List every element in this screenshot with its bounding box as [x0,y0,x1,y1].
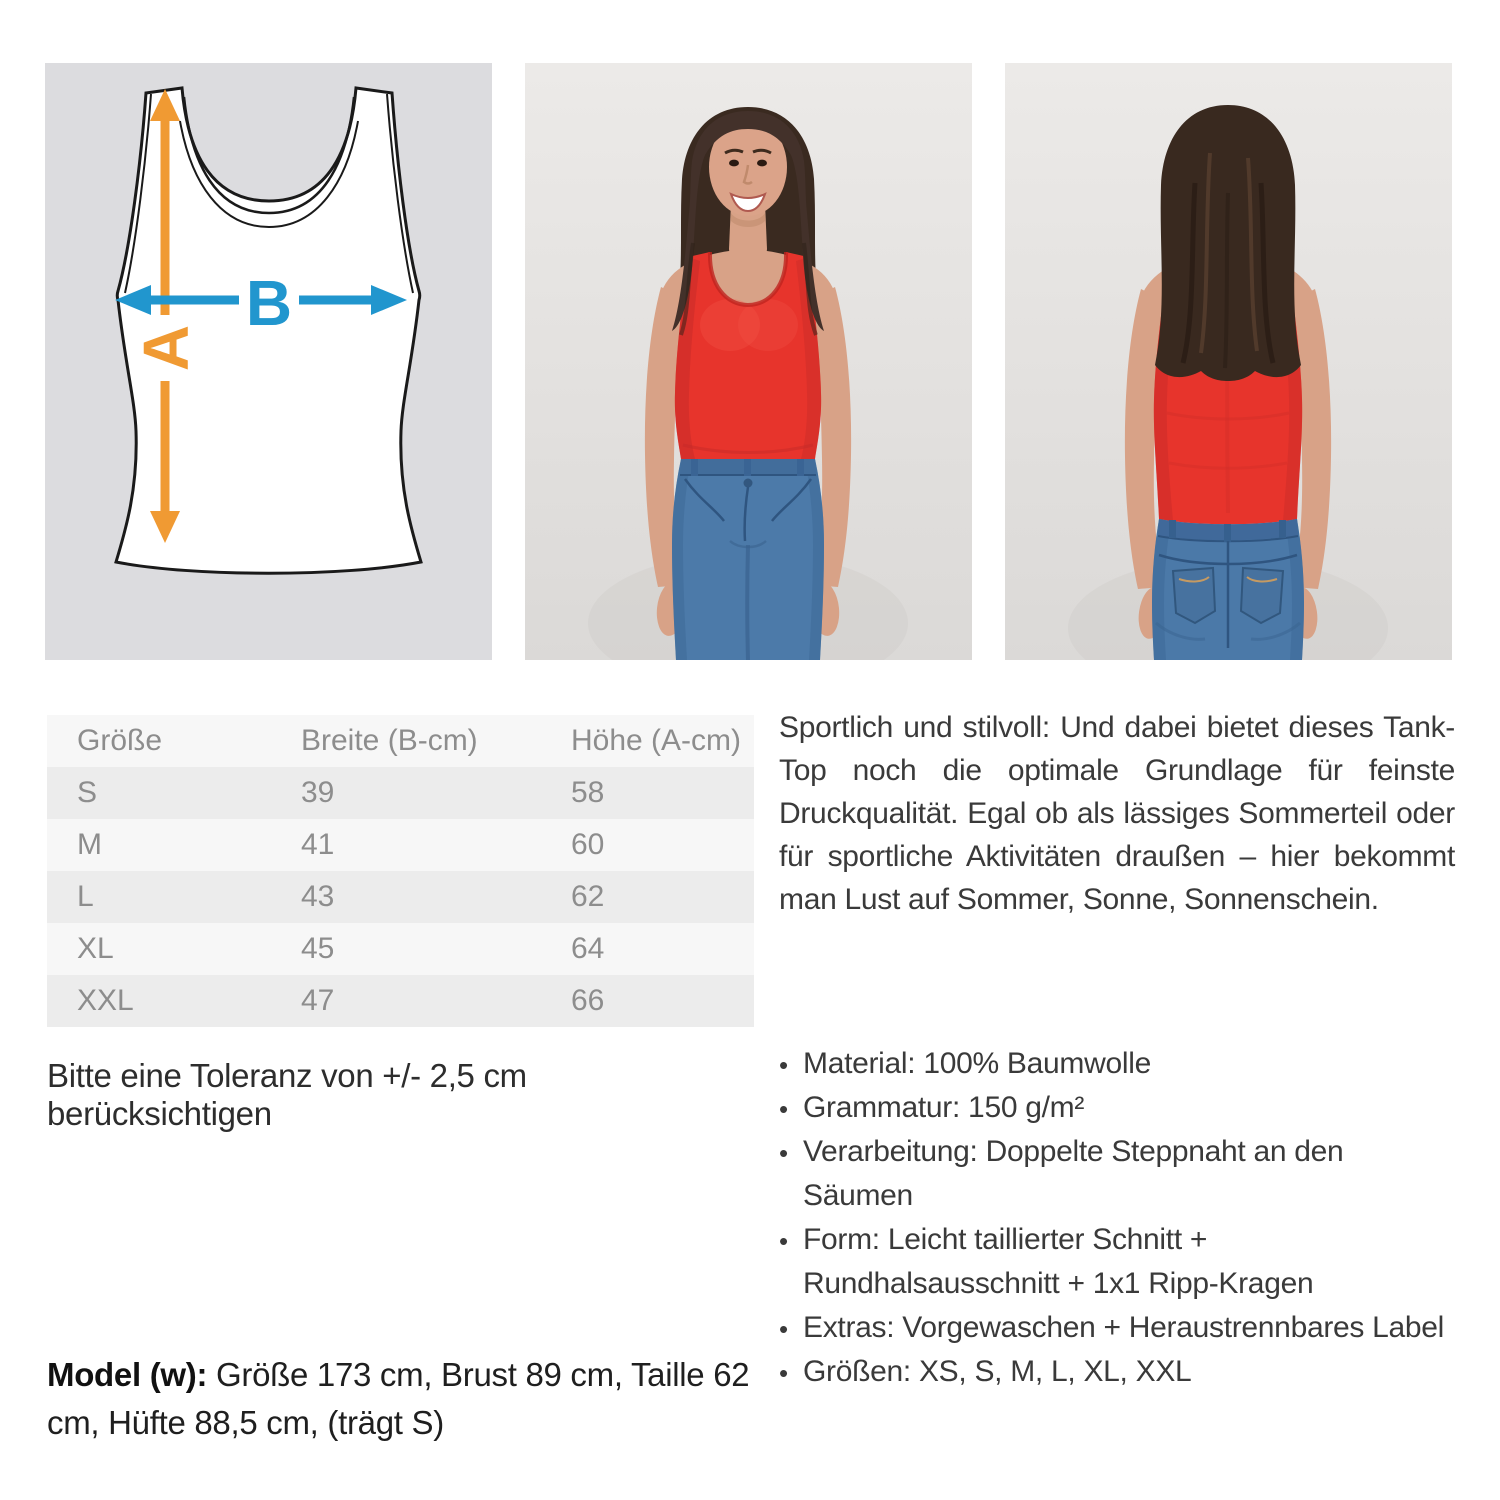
model-info-text: Größe 173 cm, Brust 89 cm, Taille 62 cm, Hüfte 88,5 cm, (trägt S) [47,1356,750,1441]
size-cell: S [77,776,98,809]
table-row-m [47,819,754,871]
size-cell: L [77,880,94,913]
model-info-label: Model (w): [47,1356,208,1393]
model-back-illustration [1005,63,1452,660]
bullet-icon: • [779,1358,788,1388]
size-table [47,715,754,1027]
model-front-photo [525,63,972,660]
size-diagram-panel [45,63,492,660]
feature-item-groessen [779,1350,1455,1394]
table-row-l [47,871,754,923]
size-table-header-row [47,715,754,767]
feature-text: Größen: XS, S, M, L, XL, XXL [803,1355,1192,1388]
feature-item-form [779,1218,1455,1306]
feature-text: Verarbeitung: Doppelte Steppnaht an den Säumen [803,1135,1344,1212]
width-cell: 45 [301,932,335,965]
feature-item-verarbeitung [779,1130,1455,1218]
size-table-header-hoehe: Höhe (A-cm) [571,724,742,757]
height-cell: 62 [571,880,605,913]
width-cell: 39 [301,776,335,809]
feature-text: Grammatur: 150 g/m² [803,1091,1085,1124]
table-row-xxl [47,975,754,1027]
measurement-label-a: A [130,324,202,372]
tolerance-note: Bitte eine Toleranz von +/- 2,5 cm berücksichtigen [47,1057,527,1132]
model-front-illustration [525,63,972,660]
feature-item-grammatur [779,1086,1455,1130]
size-cell: M [77,828,102,861]
size-info-column [47,715,754,1133]
feature-list [779,1042,1455,1394]
bullet-icon: • [779,1226,788,1256]
table-row-s [47,767,754,819]
height-cell: 64 [571,932,605,965]
measurement-label-b: B [245,267,293,339]
feature-item-extras [779,1306,1455,1350]
feature-text: Form: Leicht taillierter Schnitt + Rundhalsausschnitt + 1x1 Ripp-Kragen [803,1223,1314,1300]
description-column [779,706,1455,1388]
height-cell: 66 [571,984,605,1017]
width-cell: 43 [301,880,335,913]
width-cell: 47 [301,984,335,1017]
height-cell: 58 [571,776,605,809]
feature-text: Material: 100% Baumwolle [803,1047,1151,1080]
model-back-photo [1005,63,1452,660]
size-cell: XXL [77,984,134,1017]
height-cell: 60 [571,828,605,861]
bullet-icon: • [779,1094,788,1124]
table-row-xl [47,923,754,975]
product-description: Sportlich und stilvoll: Und dabei bietet dieses Tank-Top noch die optimale Grundlage für feinste Druckqualität. Egal ob als lässiges Sommerteil oder für sportliche Aktivitäten draußen – hier bekommt man Lust auf Sommer, Sonne, Sonnenschein. [779,711,1455,916]
model-info [47,1351,762,1447]
feature-text: Extras: Vorgewaschen + Heraustrennbares Label [803,1311,1445,1344]
tank-top-measurement-diagram [45,63,492,660]
bullet-icon: • [779,1314,788,1344]
bullet-icon: • [779,1050,788,1080]
image-panels [45,63,1452,660]
width-cell: 41 [301,828,335,861]
feature-item-material [779,1042,1455,1086]
size-cell: XL [77,932,114,965]
size-table-header-groesse: Größe [77,724,163,757]
bullet-icon: • [779,1138,788,1168]
size-table-header-breite: Breite (B-cm) [301,724,478,757]
